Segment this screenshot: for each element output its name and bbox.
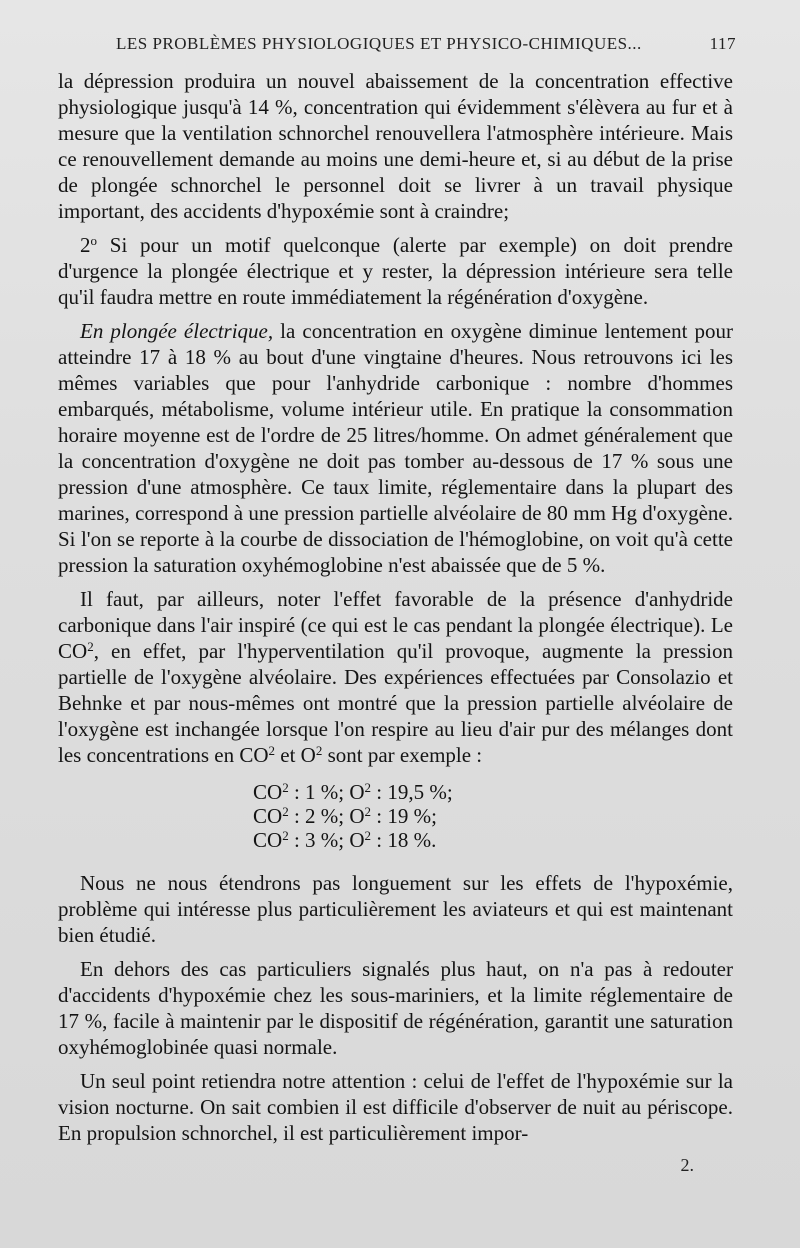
co2-superscript: 2 bbox=[282, 804, 289, 819]
co2-subscript: 2 bbox=[268, 743, 276, 758]
co2-label: CO bbox=[253, 804, 283, 828]
o2-value: : 19,5 %; bbox=[371, 780, 453, 804]
paragraph-co2-effect bbox=[58, 586, 733, 768]
signature-mark: 2. bbox=[680, 1155, 694, 1175]
running-header bbox=[86, 34, 736, 58]
paragraph-text: Un seul point retiendra notre attention : celui de l'effet de l'hypoxémie sur la vision nocturne. On sait combien il est difficile d'observer de nuit au périscope. En propulsion schnorchel, il est particulièrement impor- bbox=[58, 1069, 733, 1145]
co2-label: CO bbox=[253, 780, 283, 804]
co2-subscript: 2 bbox=[87, 639, 94, 654]
paragraph-submariners bbox=[58, 956, 733, 1060]
co2-value: : 3 %; bbox=[288, 828, 350, 852]
paragraph-numbered-item bbox=[58, 232, 733, 310]
o2-superscript: 2 bbox=[364, 828, 372, 843]
paragraph-text: Nous ne nous étendrons pas longuement sur les effets de l'hypoxémie, problème qui intéresse plus particulièrement les aviateurs et qui est maintenant bien étudié. bbox=[58, 871, 733, 947]
o2-label: O bbox=[349, 780, 365, 804]
o2-subscript: 2 bbox=[315, 743, 323, 758]
o2-value: : 18 %. bbox=[371, 828, 437, 852]
formula-row bbox=[253, 804, 733, 828]
formula-row bbox=[253, 828, 733, 852]
paragraph-text: Si pour un motif quelconque (alerte par exemple) on doit prendre d'urgence la plongée électrique et y rester, la dépression intérieure sera telle qu'il faudra mettre en route immédiatement la régénération d'oxygène. bbox=[58, 233, 733, 309]
co2-superscript: 2 bbox=[282, 780, 289, 795]
o2-superscript: 2 bbox=[364, 780, 372, 795]
paragraph-text: et O bbox=[275, 743, 316, 767]
o2-label: O bbox=[349, 828, 365, 852]
item-ordinal: 2 bbox=[80, 233, 91, 257]
paragraph-hypoxemia bbox=[58, 870, 733, 948]
paragraph-text: En dehors des cas particuliers signalés plus haut, on n'a pas à redouter d'accidents d'hypoxémie chez les sous-mariniers, et la limite réglementaire de 17 %, facile à maintenir par le dispositif de régénération, garantit une saturation oxyhémoglobinée quasi normale. bbox=[58, 957, 733, 1059]
paragraph-night-vision bbox=[58, 1068, 733, 1146]
formula-row bbox=[253, 780, 733, 804]
co2-value: : 1 %; bbox=[288, 780, 350, 804]
o2-superscript: 2 bbox=[364, 804, 372, 819]
section-lead-italic: En plongée électrique, bbox=[80, 319, 274, 343]
o2-label: O bbox=[349, 804, 365, 828]
ordinal-superscript: o bbox=[90, 233, 97, 248]
page-number: 117 bbox=[709, 34, 736, 53]
paragraph-text: Il faut, par ailleurs, noter l'effet favorable de la présence d'anhydride carbonique dans l'air inspiré (ce qui est le cas pendant la plongée électrique). Le CO bbox=[58, 587, 733, 663]
paragraph-text: , en effet, par l'hyperventilation qu'il provoque, augmente la pression partielle de l'oxygène alvéolaire. Des expériences effectuées par Consolazio et Behnke et par nous-mêmes ont montré que la pression partielle alvéolaire de l'oxygène est inchangée lorsque l'on respire au lieu d'air pur des mélanges dont les concentrations en CO bbox=[58, 639, 733, 767]
gas-mixture-formulas bbox=[58, 780, 733, 852]
paragraph-text: la dépression produira un nouvel abaissement de la concentration effective physiologique jusqu'à 14 %, concentration qui évidemment s'élèvera au fur et à mesure que la ventilation schnorchel renouvellera l'atmosphère intérieure. Mais ce renouvellement demande au moins une demi-heure et, si au début de la prise de plongée schnorchel le personnel doit se livrer à un travail physique important, des accidents d'hypoxémie sont à craindre; bbox=[58, 69, 733, 223]
paragraph-text: sont par exemple : bbox=[322, 743, 483, 767]
running-title: LES PROBLÈMES PHYSIOLOGIQUES ET PHYSICO-CHIMIQUES... bbox=[116, 34, 642, 53]
co2-superscript: 2 bbox=[282, 828, 289, 843]
paragraph-electric-dive bbox=[58, 318, 733, 578]
body-text bbox=[58, 68, 733, 1154]
co2-value: : 2 %; bbox=[288, 804, 350, 828]
o2-value: : 19 %; bbox=[371, 804, 437, 828]
paragraph-text: la concentration en oxygène diminue lentement pour atteindre 17 à 18 % au bout d'une vingtaine d'heures. Nous retrouvons ici les mêmes variables que pour l'anhydride carbonique : nombre d'hommes embarqués, métabolisme, volume intérieur utile. En pratique la consommation horaire moyenne est de l'ordre de 25 litres/homme. On admet généralement que la concentration d'oxygène ne doit pas tomber au-dessous de 17 % sous une pression d'une atmosphère. Ce taux limite, réglementaire dans la plupart des marines, correspond à une pression partielle alvéolaire de 80 mm Hg d'oxygène. Si l'on se reporte à la courbe de dissociation de l'hémoglobine, on voit qu'à cette pression la saturation oxyhémoglobine n'est abaissée que de 5 %. bbox=[58, 319, 734, 577]
co2-label: CO bbox=[253, 828, 283, 852]
paragraph-continuation bbox=[58, 68, 733, 224]
